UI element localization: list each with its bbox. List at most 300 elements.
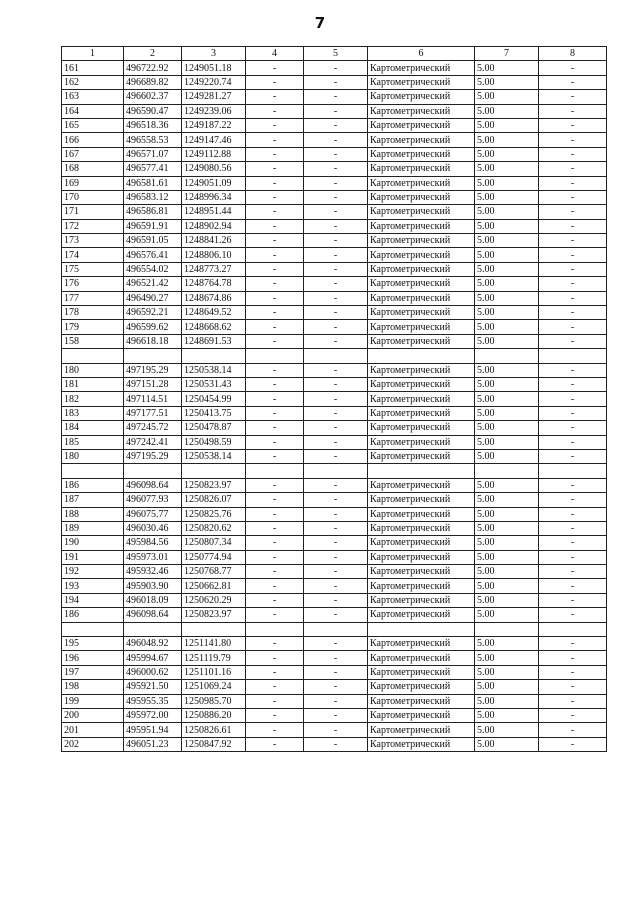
col5-value: - — [304, 608, 368, 622]
y-coordinate: 1249220.74 — [182, 75, 246, 89]
precision-cell: 5.00 — [475, 306, 539, 320]
table-row — [62, 118, 607, 132]
point-number: 183 — [62, 406, 124, 420]
point-number: 186 — [62, 608, 124, 622]
point-number: 179 — [62, 320, 124, 334]
precision-cell: 5.00 — [475, 363, 539, 377]
col8-value: - — [539, 493, 607, 507]
col5-value: - — [304, 377, 368, 391]
table-row — [62, 694, 607, 708]
col8-value: - — [539, 737, 607, 751]
x-coordinate: 496586.81 — [124, 205, 182, 219]
method-cell: Картометрический — [368, 521, 475, 535]
col5-value: - — [304, 723, 368, 737]
method-cell: Картометрический — [368, 435, 475, 449]
y-coordinate: 1250538.14 — [182, 449, 246, 463]
point-number: 177 — [62, 291, 124, 305]
x-coordinate: 496051.23 — [124, 737, 182, 751]
col5-value: - — [304, 507, 368, 521]
col4-value: - — [246, 104, 304, 118]
col4-value: - — [246, 118, 304, 132]
table-row — [62, 190, 607, 204]
x-coordinate: 497245.72 — [124, 421, 182, 435]
col5-value: - — [304, 363, 368, 377]
col4-value: - — [246, 708, 304, 722]
col5-value: - — [304, 579, 368, 593]
col8-value: - — [539, 651, 607, 665]
col5-value: - — [304, 637, 368, 651]
x-coordinate: 496599.62 — [124, 320, 182, 334]
group-separator-row — [62, 622, 607, 636]
col5-value: - — [304, 133, 368, 147]
empty-cell — [368, 622, 475, 636]
y-coordinate: 1249147.46 — [182, 133, 246, 147]
col5-value: - — [304, 248, 368, 262]
col4-value: - — [246, 593, 304, 607]
method-cell: Картометрический — [368, 219, 475, 233]
table-row — [62, 665, 607, 679]
col4-value: - — [246, 521, 304, 535]
y-coordinate: 1250847.92 — [182, 737, 246, 751]
method-cell: Картометрический — [368, 334, 475, 348]
empty-cell — [304, 464, 368, 478]
x-coordinate: 497195.29 — [124, 363, 182, 377]
col4-value: - — [246, 435, 304, 449]
col4-value: - — [246, 507, 304, 521]
x-coordinate: 496521.42 — [124, 277, 182, 291]
col8-value: - — [539, 147, 607, 161]
x-coordinate: 495984.56 — [124, 536, 182, 550]
col4-value: - — [246, 608, 304, 622]
col5-value: - — [304, 521, 368, 535]
empty-cell — [124, 622, 182, 636]
col4-value: - — [246, 176, 304, 190]
table-row — [62, 90, 607, 104]
method-cell: Картометрический — [368, 637, 475, 651]
point-number: 168 — [62, 162, 124, 176]
method-cell: Картометрический — [368, 176, 475, 190]
col5-value: - — [304, 737, 368, 751]
x-coordinate: 496098.64 — [124, 608, 182, 622]
col4-value: - — [246, 162, 304, 176]
col4-value: - — [246, 61, 304, 75]
x-coordinate: 496571.07 — [124, 147, 182, 161]
y-coordinate: 1250820.62 — [182, 521, 246, 535]
method-cell: Картометрический — [368, 493, 475, 507]
point-number: 186 — [62, 478, 124, 492]
point-number: 198 — [62, 680, 124, 694]
method-cell: Картометрический — [368, 694, 475, 708]
method-cell: Картометрический — [368, 593, 475, 607]
col8-value: - — [539, 406, 607, 420]
precision-cell: 5.00 — [475, 708, 539, 722]
table-row — [62, 536, 607, 550]
method-cell: Картометрический — [368, 406, 475, 420]
precision-cell: 5.00 — [475, 651, 539, 665]
empty-cell — [246, 349, 304, 363]
x-coordinate: 496591.05 — [124, 234, 182, 248]
point-number: 192 — [62, 565, 124, 579]
point-number: 175 — [62, 262, 124, 276]
col5-value: - — [304, 75, 368, 89]
y-coordinate: 1250985.70 — [182, 694, 246, 708]
col4-value: - — [246, 262, 304, 276]
empty-cell — [475, 349, 539, 363]
point-number: 162 — [62, 75, 124, 89]
y-coordinate: 1249281.27 — [182, 90, 246, 104]
col8-value: - — [539, 90, 607, 104]
precision-cell: 5.00 — [475, 406, 539, 420]
col8-value: - — [539, 104, 607, 118]
table-row — [62, 61, 607, 75]
point-number: 195 — [62, 637, 124, 651]
x-coordinate: 496490.27 — [124, 291, 182, 305]
method-cell: Картометрический — [368, 363, 475, 377]
empty-cell — [62, 464, 124, 478]
precision-cell: 5.00 — [475, 133, 539, 147]
table-row — [62, 234, 607, 248]
table-row — [62, 435, 607, 449]
table-row — [62, 565, 607, 579]
precision-cell: 5.00 — [475, 536, 539, 550]
x-coordinate: 496018.09 — [124, 593, 182, 607]
col4-value: - — [246, 363, 304, 377]
empty-cell — [62, 349, 124, 363]
method-cell: Картометрический — [368, 277, 475, 291]
method-cell: Картометрический — [368, 205, 475, 219]
col8-value: - — [539, 421, 607, 435]
col4-value: - — [246, 694, 304, 708]
y-coordinate: 1250774.94 — [182, 550, 246, 564]
precision-cell: 5.00 — [475, 435, 539, 449]
y-coordinate: 1248773.27 — [182, 262, 246, 276]
col4-value: - — [246, 392, 304, 406]
col4-value: - — [246, 565, 304, 579]
method-cell: Картометрический — [368, 507, 475, 521]
point-number: 189 — [62, 521, 124, 535]
col5-value: - — [304, 708, 368, 722]
point-number: 171 — [62, 205, 124, 219]
method-cell: Картометрический — [368, 61, 475, 75]
col4-value: - — [246, 277, 304, 291]
table-row — [62, 708, 607, 722]
col5-value: - — [304, 550, 368, 564]
group-separator-row — [62, 464, 607, 478]
table-row — [62, 147, 607, 161]
col4-value: - — [246, 291, 304, 305]
point-number: 169 — [62, 176, 124, 190]
precision-cell: 5.00 — [475, 219, 539, 233]
col5-value: - — [304, 190, 368, 204]
table-row — [62, 306, 607, 320]
y-coordinate: 1248806.10 — [182, 248, 246, 262]
table-row — [62, 392, 607, 406]
col5-value: - — [304, 262, 368, 276]
col5-value: - — [304, 694, 368, 708]
empty-cell — [304, 622, 368, 636]
precision-cell: 5.00 — [475, 565, 539, 579]
point-number: 161 — [62, 61, 124, 75]
col5-value: - — [304, 162, 368, 176]
table-row — [62, 176, 607, 190]
column-header-7: 7 — [475, 47, 539, 61]
col5-value: - — [304, 406, 368, 420]
point-number: 163 — [62, 90, 124, 104]
col5-value: - — [304, 478, 368, 492]
point-number: 184 — [62, 421, 124, 435]
col8-value: - — [539, 133, 607, 147]
precision-cell: 5.00 — [475, 147, 539, 161]
y-coordinate: 1248996.34 — [182, 190, 246, 204]
x-coordinate: 496576.41 — [124, 248, 182, 262]
method-cell: Картометрический — [368, 147, 475, 161]
x-coordinate: 496602.37 — [124, 90, 182, 104]
point-number: 191 — [62, 550, 124, 564]
empty-cell — [475, 464, 539, 478]
y-coordinate: 1250826.07 — [182, 493, 246, 507]
point-number: 190 — [62, 536, 124, 550]
table-row — [62, 521, 607, 535]
precision-cell: 5.00 — [475, 205, 539, 219]
method-cell: Картометрический — [368, 392, 475, 406]
y-coordinate: 1250498.59 — [182, 435, 246, 449]
x-coordinate: 496722.92 — [124, 61, 182, 75]
table-row — [62, 377, 607, 391]
method-cell: Картометрический — [368, 162, 475, 176]
table-row — [62, 737, 607, 751]
method-cell: Картометрический — [368, 75, 475, 89]
precision-cell: 5.00 — [475, 449, 539, 463]
method-cell: Картометрический — [368, 248, 475, 262]
precision-cell: 5.00 — [475, 320, 539, 334]
y-coordinate: 1250768.77 — [182, 565, 246, 579]
col8-value: - — [539, 536, 607, 550]
point-number: 202 — [62, 737, 124, 751]
x-coordinate: 496554.02 — [124, 262, 182, 276]
col4-value: - — [246, 190, 304, 204]
col5-value: - — [304, 320, 368, 334]
col8-value: - — [539, 521, 607, 535]
col4-value: - — [246, 637, 304, 651]
precision-cell: 5.00 — [475, 162, 539, 176]
point-number: 182 — [62, 392, 124, 406]
table-row — [62, 651, 607, 665]
precision-cell: 5.00 — [475, 291, 539, 305]
col4-value: - — [246, 478, 304, 492]
method-cell: Картометрический — [368, 608, 475, 622]
method-cell: Картометрический — [368, 708, 475, 722]
x-coordinate: 497151.28 — [124, 377, 182, 391]
col4-value: - — [246, 306, 304, 320]
table-row — [62, 637, 607, 651]
y-coordinate: 1250620.29 — [182, 593, 246, 607]
table-row — [62, 219, 607, 233]
precision-cell: 5.00 — [475, 90, 539, 104]
y-coordinate: 1250823.97 — [182, 478, 246, 492]
point-number: 185 — [62, 435, 124, 449]
point-number: 200 — [62, 708, 124, 722]
y-coordinate: 1249080.56 — [182, 162, 246, 176]
y-coordinate: 1248764.78 — [182, 277, 246, 291]
col8-value: - — [539, 277, 607, 291]
y-coordinate: 1249187.22 — [182, 118, 246, 132]
y-coordinate: 1248841.26 — [182, 234, 246, 248]
col4-value: - — [246, 680, 304, 694]
method-cell: Картометрический — [368, 723, 475, 737]
empty-cell — [368, 349, 475, 363]
col5-value: - — [304, 234, 368, 248]
point-number: 193 — [62, 579, 124, 593]
col5-value: - — [304, 104, 368, 118]
precision-cell: 5.00 — [475, 608, 539, 622]
col5-value: - — [304, 118, 368, 132]
col4-value: - — [246, 449, 304, 463]
col8-value: - — [539, 248, 607, 262]
col8-value: - — [539, 291, 607, 305]
page-number: 7 — [314, 14, 326, 32]
y-coordinate: 1250413.75 — [182, 406, 246, 420]
x-coordinate: 495903.90 — [124, 579, 182, 593]
point-number: 197 — [62, 665, 124, 679]
empty-cell — [539, 349, 607, 363]
method-cell: Картометрический — [368, 737, 475, 751]
column-header-6: 6 — [368, 47, 475, 61]
point-number: 174 — [62, 248, 124, 262]
y-coordinate: 1251141.80 — [182, 637, 246, 651]
table-row — [62, 334, 607, 348]
col5-value: - — [304, 176, 368, 190]
table-row — [62, 248, 607, 262]
x-coordinate: 496075.77 — [124, 507, 182, 521]
col8-value: - — [539, 708, 607, 722]
precision-cell: 5.00 — [475, 637, 539, 651]
method-cell: Картометрический — [368, 234, 475, 248]
precision-cell: 5.00 — [475, 234, 539, 248]
x-coordinate: 496592.21 — [124, 306, 182, 320]
method-cell: Картометрический — [368, 90, 475, 104]
col8-value: - — [539, 262, 607, 276]
group-separator-row — [62, 349, 607, 363]
x-coordinate: 495955.35 — [124, 694, 182, 708]
method-cell: Картометрический — [368, 118, 475, 132]
col5-value: - — [304, 306, 368, 320]
x-coordinate: 496077.93 — [124, 493, 182, 507]
x-coordinate: 496590.47 — [124, 104, 182, 118]
column-header-1: 1 — [62, 47, 124, 61]
x-coordinate: 496591.91 — [124, 219, 182, 233]
y-coordinate: 1250825.76 — [182, 507, 246, 521]
col8-value: - — [539, 61, 607, 75]
precision-cell: 5.00 — [475, 680, 539, 694]
y-coordinate: 1249051.18 — [182, 61, 246, 75]
precision-cell: 5.00 — [475, 694, 539, 708]
x-coordinate: 496583.12 — [124, 190, 182, 204]
point-number: 181 — [62, 377, 124, 391]
x-coordinate: 496098.64 — [124, 478, 182, 492]
col5-value: - — [304, 205, 368, 219]
table-row — [62, 478, 607, 492]
precision-cell: 5.00 — [475, 392, 539, 406]
col8-value: - — [539, 637, 607, 651]
method-cell: Картометрический — [368, 262, 475, 276]
x-coordinate: 496048.92 — [124, 637, 182, 651]
col8-value: - — [539, 306, 607, 320]
col4-value: - — [246, 90, 304, 104]
point-number: 173 — [62, 234, 124, 248]
point-number: 188 — [62, 507, 124, 521]
col8-value: - — [539, 234, 607, 248]
col4-value: - — [246, 234, 304, 248]
empty-cell — [304, 349, 368, 363]
col8-value: - — [539, 593, 607, 607]
col8-value: - — [539, 694, 607, 708]
y-coordinate: 1249239.06 — [182, 104, 246, 118]
table-body — [62, 61, 607, 752]
column-header-2: 2 — [124, 47, 182, 61]
col8-value: - — [539, 507, 607, 521]
point-number: 176 — [62, 277, 124, 291]
y-coordinate: 1250662.81 — [182, 579, 246, 593]
col5-value: - — [304, 493, 368, 507]
point-number: 170 — [62, 190, 124, 204]
precision-cell: 5.00 — [475, 550, 539, 564]
col4-value: - — [246, 665, 304, 679]
col4-value: - — [246, 493, 304, 507]
table-row — [62, 162, 607, 176]
col5-value: - — [304, 449, 368, 463]
method-cell: Картометрический — [368, 104, 475, 118]
col4-value: - — [246, 550, 304, 564]
column-header-4: 4 — [246, 47, 304, 61]
x-coordinate: 496000.62 — [124, 665, 182, 679]
table-row — [62, 723, 607, 737]
point-number: 194 — [62, 593, 124, 607]
table-row — [62, 133, 607, 147]
table-row — [62, 363, 607, 377]
col4-value: - — [246, 723, 304, 737]
precision-cell: 5.00 — [475, 262, 539, 276]
col4-value: - — [246, 320, 304, 334]
table-row — [62, 406, 607, 420]
precision-cell: 5.00 — [475, 176, 539, 190]
col5-value: - — [304, 90, 368, 104]
precision-cell: 5.00 — [475, 334, 539, 348]
col8-value: - — [539, 565, 607, 579]
col8-value: - — [539, 205, 607, 219]
precision-cell: 5.00 — [475, 478, 539, 492]
method-cell: Картометрический — [368, 651, 475, 665]
point-number: 187 — [62, 493, 124, 507]
x-coordinate: 496618.18 — [124, 334, 182, 348]
table-row — [62, 493, 607, 507]
table-row — [62, 579, 607, 593]
y-coordinate: 1250478.87 — [182, 421, 246, 435]
empty-cell — [124, 464, 182, 478]
empty-cell — [246, 622, 304, 636]
precision-cell: 5.00 — [475, 75, 539, 89]
col4-value: - — [246, 579, 304, 593]
col5-value: - — [304, 435, 368, 449]
table-row — [62, 593, 607, 607]
col4-value: - — [246, 421, 304, 435]
col8-value: - — [539, 176, 607, 190]
y-coordinate: 1248649.52 — [182, 306, 246, 320]
precision-cell: 5.00 — [475, 493, 539, 507]
column-header-5: 5 — [304, 47, 368, 61]
point-number: 201 — [62, 723, 124, 737]
x-coordinate: 496581.61 — [124, 176, 182, 190]
precision-cell: 5.00 — [475, 737, 539, 751]
